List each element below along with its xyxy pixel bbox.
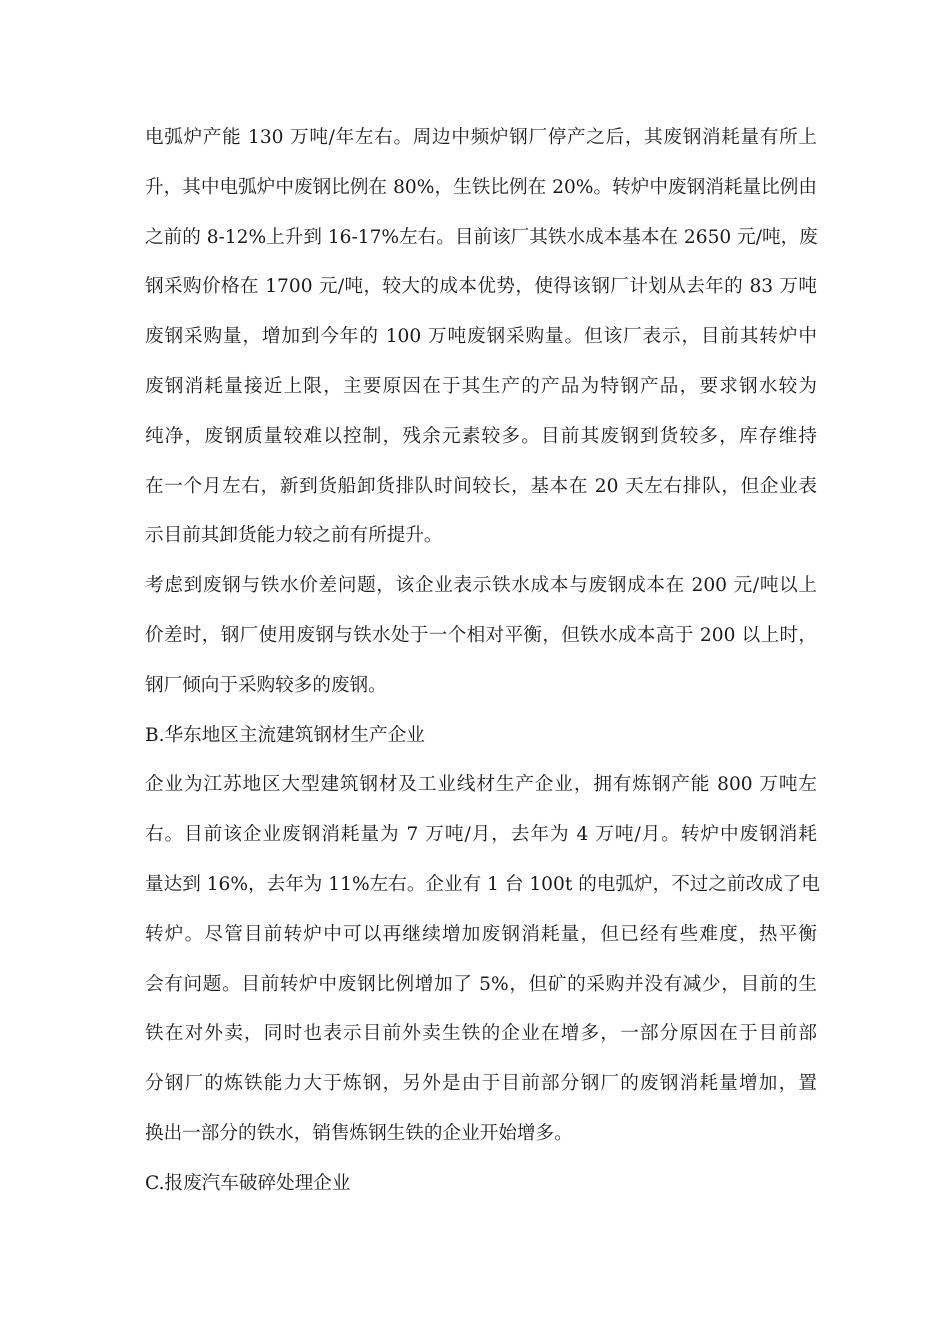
paragraph-line: 升，其中电弧炉中废钢比例在 80%，生铁比例在 20%。转炉中废钢消耗量比例由 [145,176,817,198]
paragraph-line: 价差时，钢厂使用废钢与铁水处于一个相对平衡，但铁水成本高于 200 以上时， [145,624,817,646]
paragraph-line: 考虑到废钢与铁水价差问题，该企业表示铁水成本与废钢成本在 200 元/吨以上 [145,575,817,597]
paragraph-line: 会有问题。目前转炉中废钢比例增加了 5%，但矿的采购并没有减少，目前的生 [145,973,817,995]
section-heading-b: B.华东地区主流建筑钢材生产企业 [145,724,425,746]
section-heading-c: C.报废汽车破碎处理企业 [145,1172,351,1194]
paragraph-line: 钢采购价格在 1700 元/吨，较大的成本优势，使得该钢厂计划从去年的 83 万吨 [145,276,817,298]
paragraph-line: 铁在对外卖，同时也表示目前外卖生铁的企业在增多，一部分原因在于目前部 [145,1023,817,1045]
paragraph-line: 转炉。尽管目前转炉中可以再继续增加废钢消耗量，但已经有些难度，热平衡 [145,923,817,945]
paragraph-price-spread [145,566,817,715]
paragraph-line: 右。目前该企业废钢消耗量为 7 万吨/月，去年为 4 万吨/月。转炉中废钢消耗 [145,824,817,846]
paragraph-line: 量达到 16%，去年为 11%左右。企业有 1 台 100t 的电弧炉，不过之前改成了电 [145,873,820,895]
paragraph-line: 在一个月左右，新到货船卸货排队时间较长，基本在 20 天左右排队，但企业表 [145,475,817,497]
paragraph-line: 企业为江苏地区大型建筑钢材及工业线材生产企业，拥有炼钢产能 800 万吨左 [145,774,817,796]
paragraph-electric-furnace [145,118,817,566]
paragraph-line: 纯净，废钢质量较难以控制，残余元素较多。目前其废钢到货较多，库存维持 [145,425,817,447]
paragraph-line: 废钢消耗量接近上限，主要原因在于其生产的产品为特钢产品，要求钢水较为 [145,375,817,397]
paragraph-line: 钢厂倾向于采购较多的废钢。 [145,674,387,696]
paragraph-line: 之前的 8-12%上升到 16-17%左右。目前该厂其铁水成本基本在 2650 元/吨，废 [145,226,818,248]
paragraph-line: 换出一部分的铁水，销售炼钢生铁的企业开始增多。 [145,1122,573,1144]
paragraph-line: 分钢厂的炼铁能力大于炼钢，另外是由于目前部分钢厂的废钢消耗量增加，置 [145,1073,817,1095]
paragraph-line: 示目前其卸货能力较之前有所提升。 [145,525,443,547]
paragraph-line: 电弧炉产能 130 万吨/年左右。周边中频炉钢厂停产之后，其废钢消耗量有所上 [145,127,817,148]
document-body [145,118,820,1214]
paragraph-east-china-enterprise [145,765,820,1163]
paragraph-line: 废钢采购量，增加到今年的 100 万吨废钢采购量。但该厂表示，目前其转炉中 [145,326,817,348]
